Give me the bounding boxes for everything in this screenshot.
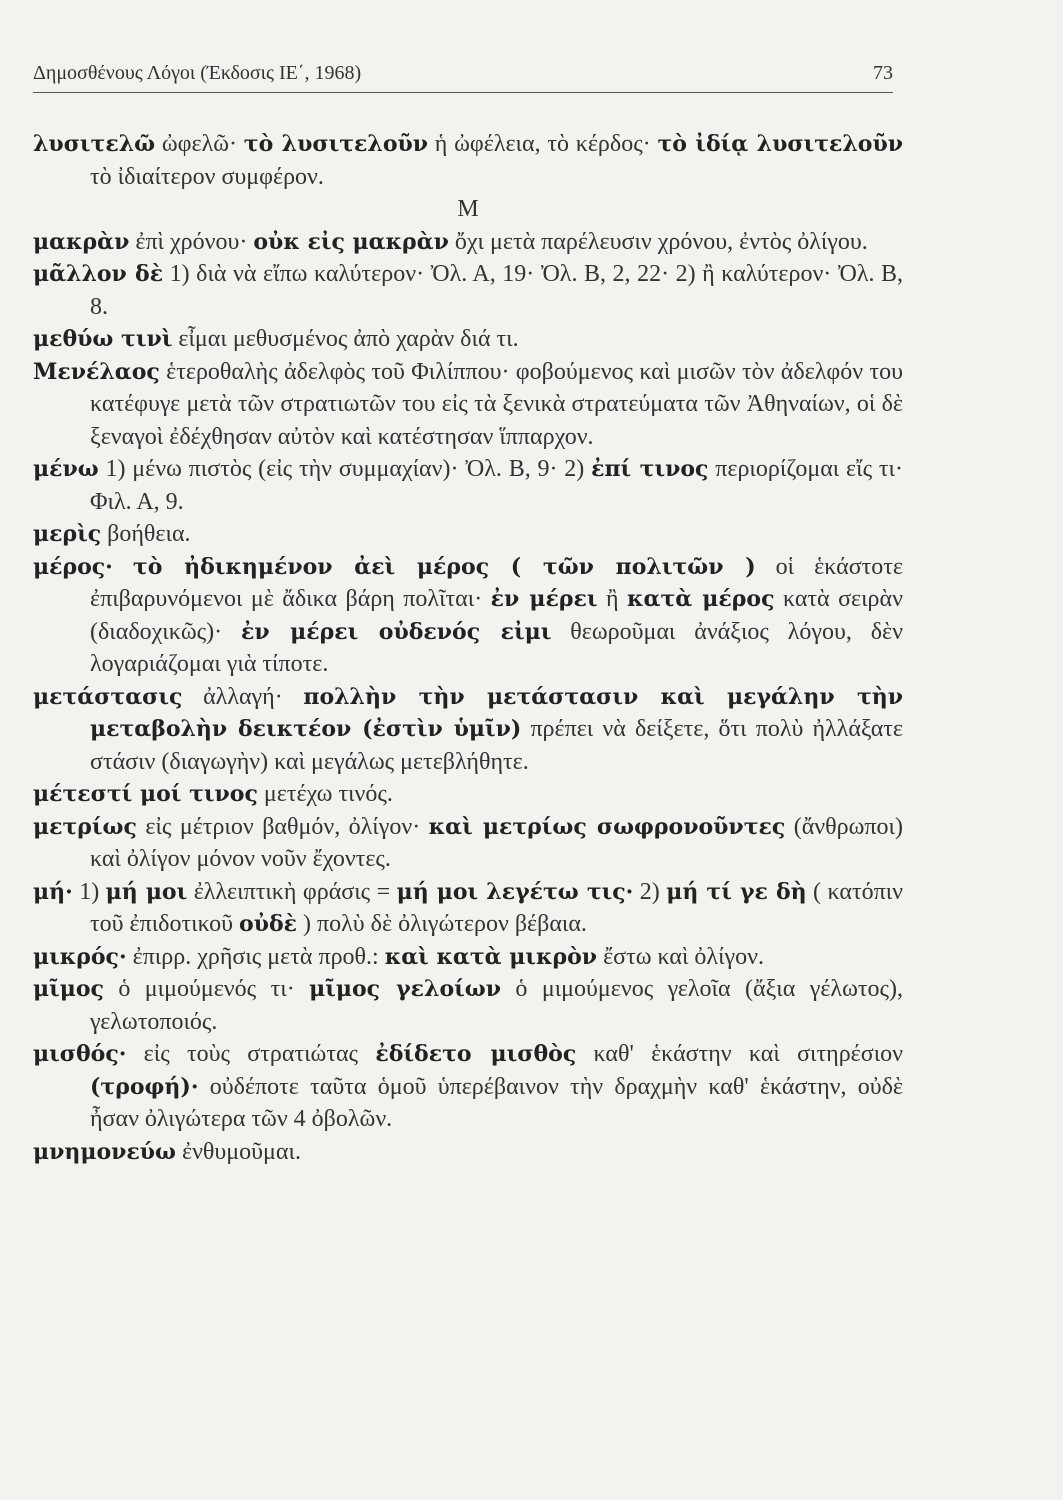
glossary-entry: μή· 1) μή μοι ἐλλειπτικὴ φράσις = μή μοι λεγέτω τις· 2) μή τί γε δὴ ( κατόπιν τοῦ ἐπιδοτικοῦ οὐδὲ ) πολὺ δὲ ὀλιγώτερον βέβαια. [33,878,904,937]
phrase: οὐδὲ [239,911,298,937]
glossary-entry: μένω 1) μένω πιστὸς (εἰς τὴν συμμαχίαν)· Ὀλ. Β, 9· 2) ἐπί τινος περιορίζομαι εἴς τι· Φιλ. Α, 9. [33,456,903,515]
glossary-entry: μισθός· εἰς τοὺς στρατιώτας ἐδίδετο μισθὸς καθ' ἑκάστην καὶ σιτηρέσιον (τροφή)· οὐδέποτε ταῦτα ὁμοῦ ὑπερέβαινον τὴν δραχμὴν καθ' ἑκάστην, οὐδὲ ἦσαν ὀλιγώτερα τῶν 4 ὀβολῶν. [33,1041,904,1132]
phrase: ἐν μέρει [490,586,598,612]
phrase: καὶ μετρίως σωφρονοῦντες [428,813,786,840]
header-title: Δημοσθένους Λόγοι (Έκδοσις ΙΕ΄, 1968) [33,62,362,84]
phrase: μῖμος γελοίων [309,976,501,1002]
glossary-entry: μερὶς βοήθεια. [33,521,191,547]
glossary-entry: μετρίως εἰς μέτριον βαθμόν, ὀλίγον· καὶ μετρίως σωφρονοῦντες (ἄνθρωποι) καὶ ὀλίγον μόνον νοῦν ἔχοντες. [33,813,903,872]
headword: μεθύω τινὶ [33,326,173,352]
glossary-entry: μακρὰν ἐπὶ χρόνου· οὐκ εἰς μακρὰν ὄχι μετὰ παρέλευσιν χρόνου, ἐντὸς ὀλίγου. [33,228,868,255]
page-number: 73 [873,62,893,84]
headword: μνημονεύω [33,1138,176,1165]
headword: μερὶς [33,521,102,547]
glossary-entry: λυσιτελῶ ὠφελῶ· τὸ λυσιτελοῦν ἡ ὠφέλεια, τὸ κέρδος· τὸ ἰδίᾳ λυσιτελοῦν τὸ ἰδιαίτερον συμφέρον. [33,131,904,190]
phrase: (τροφή)· [90,1073,199,1100]
phrase: τὸ λυσιτελοῦν [243,131,429,157]
glossary-entry: μέρος· τὸ ἠδικημένον ἀεὶ μέρος ( τῶν πολιτῶν ) οἱ ἑκάστοτε ἐπιβαρυνόμενοι μὲ ἄδικα βάρη πολῖται· ἐν μέρει ἢ κατὰ μέρος κατὰ σειρὰν (διαδοχικῶς)· ἐν μέρει οὐδενός εἰμι θεωροῦμαι ἀνάξιος λόγου, δὲν λογαριάζομαι γιὰ τίποτε. [33,553,903,677]
headword: λυσιτελῶ [33,131,156,157]
glossary-entry: μέτεστί μοί τινος μετέχω τινός. [33,781,393,807]
phrase: ἐπί τινος [591,456,709,482]
phrase: ἐν μέρει οὐδενός εἰμι [241,618,552,645]
headword: μή· [33,878,73,905]
phrase: μή τί γε δὴ [666,878,807,905]
headword: μένω [33,456,99,482]
headword: μετρίως [33,813,137,840]
headword: μᾶλλον δὲ [33,261,164,287]
glossary-entry: μᾶλλον δὲ 1) διὰ νὰ εἴπω καλύτερον· Ὀλ. Α, 19· Ὀλ. Β, 2, 22· 2) ἢ καλύτερον· Ὀλ. Β, 8. [33,261,904,320]
phrase: κατὰ μέρος [627,586,775,612]
phrase: μή μοι λεγέτω τις· [396,878,634,905]
headword: μισθός· [33,1041,127,1067]
phrase: καὶ κατὰ μικρὸν [384,943,598,970]
headword: Μενέλαος [33,358,160,385]
phrase: μή μοι [105,878,188,905]
glossary-entry: μικρός· ἐπιρρ. χρῆσις μετὰ προθ.: καὶ κατὰ μικρὸν ἔστω καὶ ὀλίγον. [33,943,764,970]
glossary-body [33,128,903,1168]
headword: μικρός· [33,943,127,970]
glossary-entry: Μενέλαος ἑτεροθαλὴς ἀδελφὸς τοῦ Φιλίππου· φοβούμενος καὶ μισῶν τὸν ἀδελφόν του κατέφυγε μετὰ τῶν στρατιωτῶν του εἰς τὰ ξενικὰ στρατεύματα τῶν Ἀθηναίων, οἱ δὲ ξεναγοὶ ἐδέχθησαν αὐτὸν καὶ κατέστησαν ἵππαρχον. [33,358,903,450]
glossary-entry: μεθύω τινὶ εἶμαι μεθυσμένος ἀπὸ χαρὰν διά τι. [33,326,519,352]
section-letter: Μ [457,196,479,222]
headword: μακρὰν [33,228,130,255]
headword: μέτεστί μοί τινος [33,781,258,807]
running-header [33,60,893,93]
glossary-entry: μετάστασις ἀλλαγή· πολλὴν τὴν μετάστασιν καὶ μεγάλην τὴν μεταβολὴν δεικτέον (ἐστὶν ὑμῖν) πρέπει νὰ δείξετε, ὅτι πολὺ ἠλλάξατε στάσιν (διαγωγὴν) καὶ μεγάλως μετεβλήθητε. [33,683,903,775]
phrase: ἐδίδετο μισθὸς [375,1041,577,1067]
headword: μέρος· [33,553,113,580]
phrase: τὸ ἰδίᾳ λυσιτελοῦν [657,131,904,157]
glossary-entry: μῖμος ὁ μιμούμενός τι· μῖμος γελοίων ὁ μιμούμενος γελοῖα (ἄξια γέλωτος), γελωτοποιός. [33,976,904,1035]
phrase: τὸ ἠδικημένον ἀεὶ μέρος ( τῶν πολιτῶν ) [132,553,756,580]
headword: μετάστασις [33,683,183,710]
glossary-entry: μνημονεύω ἐνθυμοῦμαι. [33,1138,301,1165]
phrase: πολλὴν τὴν μετάστασιν καὶ μεγάλην τὴν μεταβολὴν δεικτέον (ἐστὶν ὑμῖν) [90,683,903,742]
phrase: οὐκ εἰς μακρὰν [253,228,449,255]
headword: μῖμος [33,976,104,1002]
